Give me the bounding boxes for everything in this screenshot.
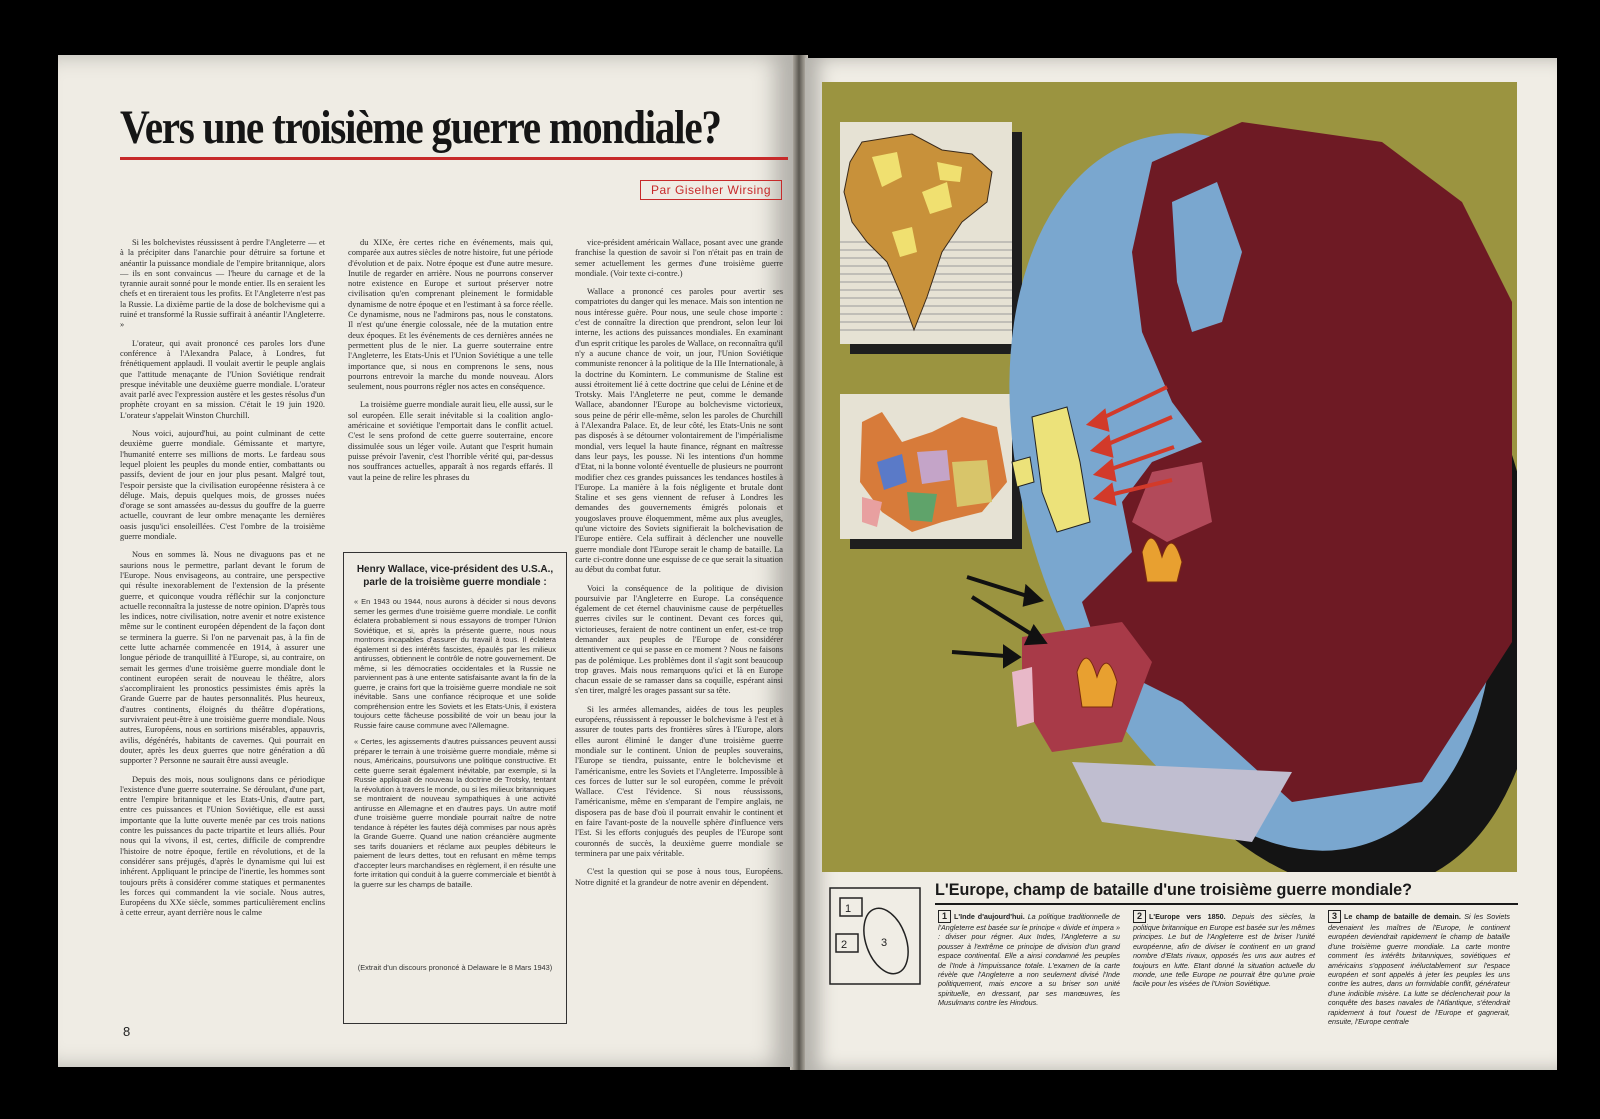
paragraph: C'est la question qui se pose à nous tous, Européens. Notre dignité et la grandeur de notre avenir en dépendent. — [575, 867, 783, 887]
map-svg — [822, 82, 1517, 872]
caption-number: 1 — [938, 910, 951, 923]
paragraph: Si les armées allemandes, aidées de tous les peuples européens, réussissent à repousser le bolchevisme à l'est et à assurer de toutes parts des frontières sûres à l'Europe, alors elles auront éliminé le danger d'une troisième guerre mondiale sur le continent. Union de peuples souverains, l'Europe se tiendra, puissante, entre le bolchevisme et l'américanisme, entre les Soviets et l'Angleterre. Impossible à ces forces de lutter sur le sol européen, comme le prévoit Wallace. C'est l'évidence. Si nous réussissons, l'américanisme, même en s'emparant de l'empire anglais, ne disposera pas de base d'où il pourrait envahir le continent et en faire l'avant-poste de la nouvelle sphère d'influence vers l'Est. Si les efforts conjugués des peuples de l'Europe sont couronnés de succès, la deuxième guerre mondiale se terminera par une paix véritable. — [575, 704, 783, 858]
article-column-1 — [120, 238, 325, 1016]
portugal-region — [1012, 667, 1034, 727]
headline-rule — [120, 157, 788, 160]
page-number: 8 — [123, 1024, 131, 1039]
article-column-2 — [348, 238, 553, 538]
paragraph: Nous voici, aujourd'hui, au point culminant de cette deuxième guerre mondiale. Gémissante et martyre, l'humanité enterre ses millions de morts. Le fardeau sous lequel ploient les peuples du monde entier, combattants ou passifs, devient de jour en jour plus pesant. Malgré tout, l'espoir persiste que la civilisation européenne résistera à ce déluge. Mais, depuis quelques mois, de grosses nuées d'orage se sont amassées au-dessus du gouffre de la guerre actuelle, couvrant de leur ombre menaçante les dernières oasis jusqu'ici ensoleillées. C'est l'ombre de la troisième guerre mondiale. — [120, 429, 325, 542]
caption-number: 2 — [1133, 910, 1146, 923]
caption-text: Depuis des siècles, la politique britannique en Europe est basée sur les mêmes principes. Le but de l'Angleterre est de briser l'unité européenne, afin de diviser le continent en un grand nombre d'Etats rivaux, opposés les uns aux autres et toujours en lutte. Etant donné la situation actuelle du monde, une telle Europe ne pourrait être qu'une proie facile pour les visées de l'Union Soviétique. — [1133, 912, 1315, 989]
map-caption-title: L'Europe, champ de bataille d'une troisième guerre mondiale? — [935, 880, 1413, 899]
caption-europe-1850 — [1133, 910, 1315, 989]
caption-lead: Le champ de bataille de demain. — [1344, 912, 1461, 921]
article-column-3 — [575, 238, 783, 1016]
paragraph: Wallace a prononcé ces paroles pour avertir ses compatriotes du danger qui les menace. Mais son intention ne nous intéresse guère. Pour nous, une seule chose importe : c'est de connaître la direction que prendront, selon leur loi interne, les actions des puissances mondiales. En examinant d'un esprit critique les paroles de Wallace, on reconnaîtra qu'il n'y a aucune chance de voir, un jour, l'Union Soviétique communiste renoncer à la politique de la IIIe Internationale, à la doctrine du Komintern. Le communisme de Staline est aussi étroitement lié à cette doctrine que celui de Lénine et de Trotsky. Mais l'Angleterre ne peut, comme le demande Wallace, abandonner l'Europe au bolchevisme victorieux, sous peine de périr elle-même, selon les paroles de Churchill à l'Alexandra Palace. Et, de leur côté, les Etats-Unis ne sont pas disposés à se détourner volontairement de l'impérialisme mondial, vers lequel la haute finance, régnant en maîtresse dans leur pays, les pousse. Ni les intentions d'un homme d'Etat, ni la bonne volonté éventuelle de plusieurs ne pourront modifier chez ces grandes puissances les tendances hostiles à l'Europe. La manière à la fois négligente et brutale dont Staline et ses gens viennent de refuser à Londres les demandes des gouvernements émigrés polonais et yougoslaves prouve éloquemment, même aux plus aveugles, qu'une victoire des Soviets signifierait la bolchevisation de l'Europe entière. Cela suffirait à déclencher une nouvelle guerre mondiale dont l'Europe serait le champ de bataille. La carte ci-contre donne une esquisse de ce que serait la situation au début du combat futur. — [575, 287, 783, 575]
legend-label-3: 3 — [881, 937, 888, 949]
paragraph: L'orateur, qui avait prononcé ces paroles lors d'une conférence à l'Alexandra Palace, à Londres, fut frénétiquement applaudi. Il voulait avertir le peuple anglais que l'attitude menaçante de l'Union Soviétique rendrait presque inévitable une deuxième guerre mondiale. L'orateur avait parlé avec l'expression austère et les gestes résolus d'un prophète croyant en sa mission. C'était le 19 juin 1920. L'orateur s'appelait Winston Churchill. — [120, 338, 325, 420]
caption-india — [938, 910, 1120, 1008]
byline: Par Giselher Wirsing — [640, 180, 782, 200]
caption-number: 3 — [1328, 910, 1341, 923]
wallace-quote-box — [343, 552, 567, 1024]
quote-paragraph: « Certes, les agissements d'autres puissances peuvent aussi préparer le terrain à une troisième guerre mondiale, même si nous, Américains, poursuivons une politique constructive. Et cette guerre serait également inévitable, par exemple, si la Russie appliquait de nouveau la doctrine de Trotsky, tentant la révolution à travers le monde, ou si les milieux britanniques se montraient de nouveau sympathiques à une activité antirusse en Allemagne et en d'autres pays. Un autre motif d'une troisième guerre mondiale pourrait naître de notre tendance à répéter les fautes déjà commises par nous après la Grande Guerre. Quand une nation créancière augmente ses tarifs douaniers et réclame aux peuples débiteurs le paiement de leurs dettes, tout en refusant en même temps d'accepter leurs marchandises en règlement, il en résulte une forte irritation qui conduit à la guerre commerciale et bientôt à la guerre sur les champs de bataille. — [354, 737, 556, 889]
caption-text: Si les Soviets devenaient les maîtres de l'Europe, le continent européen deviendrait rapidement le champ de bataille d'une troisième guerre mondiale. La carte montre comment les intérêts britanniques, soviétiques et américains s'opposent inéluctablement sur l'espace européen et sont appelés à jeter les peuples les uns contre les autres, dans un formidable conflit, générateur d'une indicible misère. La lutte se déclencherait pour la conquête des bases navales de l'Atlantique, s'étendrait rapidement à tout l'ouest de l'Europe et gagnerait, ensuite, l'Europe centrale — [1328, 912, 1510, 1027]
paragraph: Si les bolchevistes réussissent à perdre l'Angleterre — et à la précipiter dans l'anarchie pour détruire sa fortune et anéantir la puissance mondiale de l'empire britannique, alors — ils en sont convaincus — l'heure du carnage et de la tyrannie aurait sonné pour le monde entier. Ils en seraient les chefs et en tireraient tous les profits. Et l'Angleterre n'est pas la Russie. La dixième partie de la dose de bolchevisme qui a ruiné et transformé la Russie suffirait à anéantir l'Angleterre. » — [120, 238, 325, 330]
paragraph: Nous en sommes là. Nous ne divaguons pas et ne saurions nous le permettre, parlant devant le forum de l'Europe. Nous envisageons, au contraire, une perspective qui résulte inexorablement de l'extension de la présente guerre, et quiconque voudra réfléchir sur la conjoncture actuelle reconnaîtra la justesse de notre opinion. D'après tous les indices, notre civilisation, notre avenir et notre existence même sur le continent européen dépendent de la façon dont se terminera la guerre. Si l'on ne parvenait pas, à la fin de cette lutte acharnée commencée en 1914, à assurer une longue période de tranquillité à l'Europe, si, au contraire, on semait les germes d'une troisième guerre mondiale dont le continent européen serait de nouveau le théâtre, alors s'accompliraient les pronostics pessimistes émis après la Grande Guerre par de hautes personnalités. Plus heureux, d'autres continents, éloignés du théâtre d'opérations, survivraient peut-être à une troisième guerre mondiale. Nous autres, Européens, nous en sortirions misérables, appauvris, avilis, dégénérés, habitants de cavernes. Qui pourrait en douter, après les deux guerres que notre génération a dû supporter ? Personne ne saurait être aussi aveugle. — [120, 550, 325, 766]
legend-label-1: 1 — [845, 903, 852, 915]
paragraph: Depuis des mois, nous soulignons dans ce périodique l'existence d'une guerre souterraine. Se déroulant, d'une part, entre l'empire britannique et les Etats-Unis, d'autre part, entre ces puissances et l'Union Soviétique, elle est aussi importante que la lutte ouverte menée par ces trois nations contre les puissances du pacte tripartite et leurs alliés. Pour nous qui la vivons, il est, certes, difficile de comprendre l'histoire de notre époque, fertile en révolutions, et de la considérer sans préjugés, d'après le dynamisme qui lui est inhérent. Appliquant le principe de l'inertie, les hommes sont toujours prêts à considérer comme statiques et permanentes les forces qui commandent la vie sociale. Nous autres, Européens du XXe siècle, sommes particulièrement enclins à cette erreur, ayant derrière nous le calme — [120, 774, 325, 918]
quote-box-body — [354, 597, 556, 957]
caption-lead: L'Europe vers 1850. — [1149, 912, 1226, 921]
paragraph: du XIXe, ère certes riche en événements, mais qui, comparée aux autres siècles de notre histoire, fut une période d'évolution et de paix. Notre époque est d'une autre mesure. Inutile de regarder en arrière. Nous ne pourrons conserver notre existence en Europe et surtout préserver notre civilisation qu'en comprenant pleinement le formidable dynamisme de notre époque et en l'estimant à sa force réelle. Ce dynamisme, nous ne l'admirons pas, nous le constatons. Il n'est qu'une énergie colossale, née de la mutation entre deux époques. Et les événements de ces dernières années ne permettent plus de le nier. La guerre souterraine entre l'Angleterre, les Etats-Unis et l'Union Soviétique a une telle importance que, si nous en comprenons le sens, nous pourrons entrevoir la marche du monde nouveau. Alors seulement, nous pourrons régler nos actes en conséquence. — [348, 238, 553, 392]
caption-lead: L'Inde d'aujourd'hui. — [954, 912, 1025, 921]
article-headline: Vers une troisième guerre mondiale? — [120, 101, 721, 154]
paragraph: Voici la conséquence de la politique de division poursuivie par l'Angleterre en Europe. La conséquence également de cet éternel chauvinisme cause de perpétuelles guerres civiles sur le continent. Devant ces forces qui, victorieuses, feraient de notre continent un enfer, est-ce trop demander aux peuples de l'Europe de considérer attentivement ce qui se passe en ce moment ? Nous ne faisons pas de polémique. Les problèmes dont il s'agit sont beaucoup trop graves. Mais nous remarquons qu'ici et là en Europe chacun essaie de se ramasser dans sa coquille, espérant ainsi s'en tirer, malgré les orages passant sur sa tête. — [575, 583, 783, 696]
quote-box-title: Henry Wallace, vice-président des U.S.A., parle de la troisième guerre mondiale : — [356, 564, 554, 588]
paragraph: La troisième guerre mondiale aurait lieu, elle aussi, sur le sol européen. Elle serait inévitable si la coalition anglo-américaine et soviétique l'emportait dans le conflit actuel. C'est le sens profond de cette guerre souterraine, encore dissimulée sous un léger voile. Autant que l'esprit humain puisse prévoir l'avenir, c'est l'horrible vérité qui, par-dessus nos souffrances actuelles, apparaît à nos regards effarés. Il vaut la peine de relire les phrases du — [348, 400, 553, 482]
paragraph: vice-président américain Wallace, posant avec une grande franchise la question de savoir si l'on n'était pas en train de semer actuellement les germes d'une troisième guerre mondiale. (Voir texte ci-contre.) — [575, 238, 783, 278]
europe-map-illustration — [822, 82, 1517, 872]
caption-battlefield — [1328, 910, 1510, 1026]
legend-frame — [830, 888, 920, 984]
caption-rule — [935, 903, 1518, 905]
quote-source: (Extrait d'un discours prononcé à Delaware le 8 Mars 1943) — [357, 963, 553, 972]
caption-text: La politique traditionnelle de l'Angleterre est basée sur le principe « divide et impera » : diviser pour régner. Aux Indes, l'Angleterre a su pousser à l'extrême ce principe de division d'un grand espace continental. Elle a ainsi condamné les peuples de l'Inde à l'impuissance totale. L'examen de la carte révèle que l'Angleterre a non seulement divisé l'Inde politiquement, mais encore a su briser son unité spirituelle, en dressant, par ses manœuvres, les Musulmans contre les Hindous. — [938, 912, 1121, 1008]
legend-label-2: 2 — [841, 939, 848, 951]
quote-paragraph: « En 1943 ou 1944, nous aurons à décider si nous devons semer les germes d'une troisième guerre mondiale. Le conflit éclatera probablement si nous essayons de tromper l'Union Soviétique, et si, après la présente guerre, nous nous montrons incapables d'assurer du travail à tous. Il éclatera également si des intérêts fascistes, épaulés par les milieux antirusses, obtiennent le contrôle de notre gouvernement. De même, si les démocraties occidentales et la Russie ne parviennent pas à une entente satisfaisante avant la fin de la guerre, je crains fort que la troisième guerre mondiale ne soit inévitable. Sans une confiance réciproque et une solide compréhension entre les Soviets et les Etats-Unis, il existera toujours cette fâcheuse possibilité de voir un beau jour la Russie faire cause commune avec l'Allemagne. — [354, 597, 556, 730]
map-legend — [828, 886, 922, 986]
